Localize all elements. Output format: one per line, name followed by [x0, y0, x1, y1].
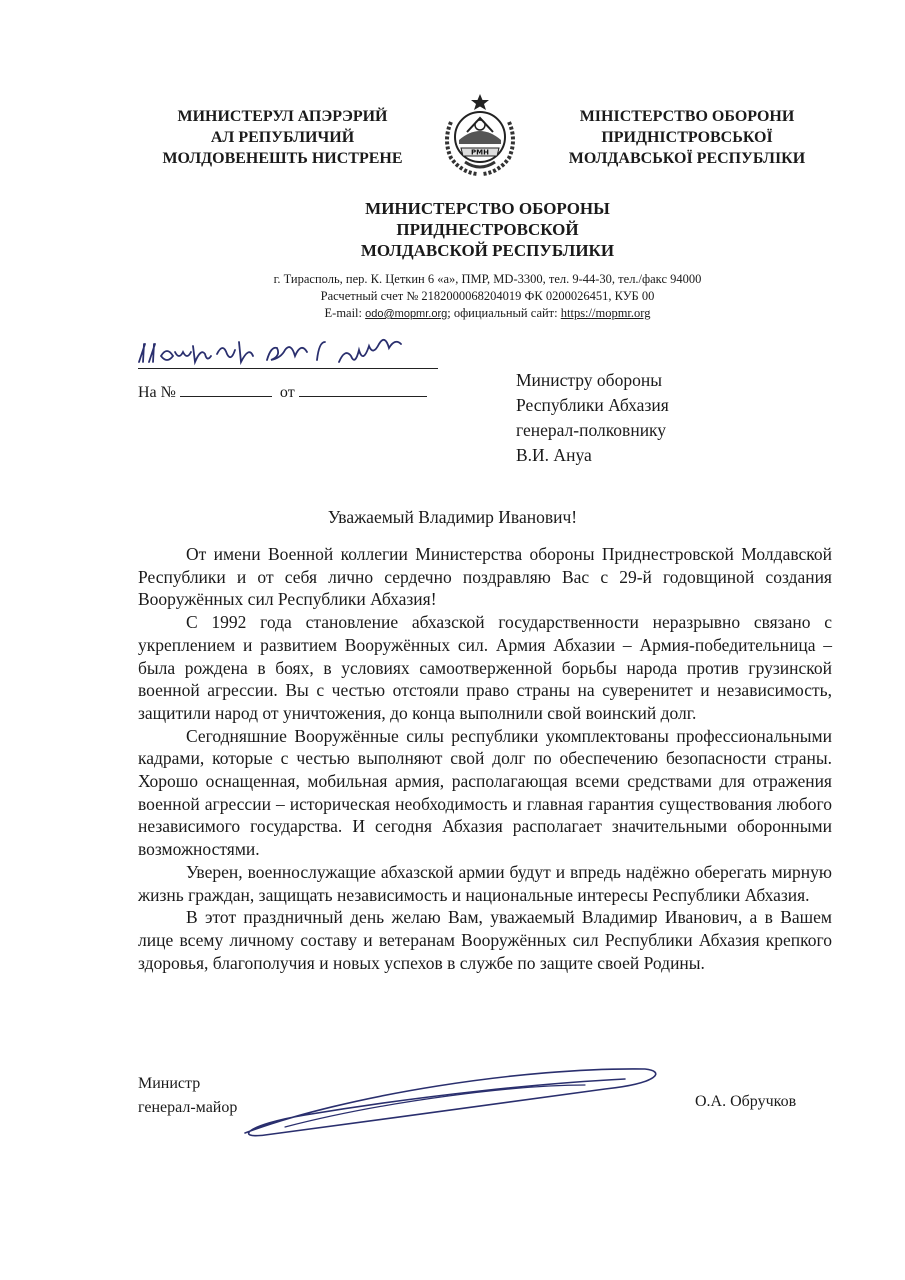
header-ukrainian-line-2: ПРИДНІСТРОВСЬКОЇ: [601, 129, 773, 146]
addressee-block: [516, 368, 776, 468]
signatory-position-line-1: Министр: [138, 1075, 201, 1092]
paragraph-3: Сегодняшние Вооружённые силы республики укомплектованы профессиональными кадрами, которые с честью выполняют свой долг по обеспечению безопасности страны. Хорошо оснащенная, мобильная армия, располагающая всеми средствами для отражения военной агрессии – историческая необходимость и главная гарантия существования любого независимого государства. И сегодня Абхазия располагает значительными оборонными возможностями.: [138, 725, 832, 860]
signatory-name: О.А. Обручков: [695, 1093, 797, 1110]
header-moldovan-line-3: МОЛДОВЕНЕШТЬ НИСТРЕНЕ: [162, 150, 403, 167]
paragraph-2: С 1992 года становление абхазской государственности неразрывно связано с укреплением и развитием Вооружённых сил. Армия Абхазии – Армия-победительница – была рождена в боях, в условиях самоотверженной борьбы народа против грузинской военной агрессии. Вы с честью отстояли право страны на суверенитет и независимость, защитили народ от уничтожения, до конца выполнили свой воинский долг.: [138, 612, 832, 723]
site-link[interactable]: https://mopmr.org: [560, 306, 651, 320]
email-link[interactable]: odo@mopmr.org: [365, 308, 448, 320]
state-emblem-icon: [437, 92, 523, 178]
ministry-title: [250, 198, 725, 261]
header-ukrainian-line-1: МІНІСТЕРСТВО ОБОРОНИ: [579, 108, 795, 125]
email-label: E-mail:: [324, 306, 366, 320]
ministry-title-line-1: МИНИСТЕРСТВО ОБОРОНЫ: [365, 199, 610, 218]
reference-date-field: [299, 382, 427, 397]
header-ukrainian-line-3: МОЛДАВСЬКОЇ РЕСПУБЛІКИ: [568, 150, 806, 167]
header-moldovan-line-1: МИНИСТЕРУЛ АПЭРЭРИЙ: [177, 108, 388, 125]
reference-number-field: [180, 382, 272, 397]
addressee-line-1: Министру обороны: [516, 370, 662, 390]
handwritten-signature: [225, 1055, 675, 1145]
ministry-title-line-2: ПРИДНЕСТРОВСКОЙ: [396, 220, 579, 239]
handwritten-date: [135, 332, 410, 372]
ministry-title-line-3: МОЛДАВСКОЙ РЕСПУБЛИКИ: [360, 241, 615, 260]
date-underline: [138, 368, 438, 369]
letter-body: [138, 543, 832, 974]
account-line: Расчетный счет № 2182000068204019 ФК 0200026451, КУБ 00: [320, 289, 655, 303]
emblem-label: РМН: [471, 148, 489, 157]
site-label: ; официальный сайт:: [447, 306, 561, 320]
header-moldovan: [140, 106, 425, 169]
header-moldovan-line-2: АЛ РЕПУБЛИЧИЙ: [210, 129, 355, 146]
email-site-line: [200, 305, 775, 323]
addressee-line-3: генерал-полковнику: [516, 420, 667, 440]
signatory-position-line-2: генерал-майор: [138, 1099, 238, 1116]
signatory-position: [138, 1072, 237, 1120]
paragraph-1: От имени Военной коллегии Министерства обороны Приднестровской Молдавской Республики и от себя лично сердечно поздравляю Вас с 29-й годовщиной создания Вооружённых сил Республики Абхазия!: [138, 544, 832, 610]
reference-number-label: На №: [138, 384, 176, 401]
reference-line: [138, 382, 427, 402]
contact-block: [200, 271, 775, 323]
reference-from-label: от: [279, 384, 295, 401]
addressee-line-2: Республики Абхазия: [516, 395, 669, 415]
address-line: г. Тирасполь, пер. К. Цеткин 6 «а», ПМР, MD-3300, тел. 9-44-30, тел./факс 94000: [273, 272, 702, 286]
salutation: Уважаемый Владимир Иванович!: [327, 507, 578, 527]
paragraph-4: Уверен, военнослужащие абхазской армии будут и впредь надёжно оберегать мирную жизнь граждан, защищать независимость и национальные интересы Республики Абхазия.: [138, 861, 832, 905]
addressee-line-4: В.И. Ануа: [516, 445, 592, 465]
paragraph-5: В этот праздничный день желаю Вам, уважаемый Владимир Иванович, а в Вашем лице всему личному составу и ветеранам Вооружённых сил Республики Абхазия крепкого здоровья, благополучия и новых успехов в службе по защите своей Родины.: [138, 907, 832, 973]
header-ukrainian: [548, 106, 826, 169]
